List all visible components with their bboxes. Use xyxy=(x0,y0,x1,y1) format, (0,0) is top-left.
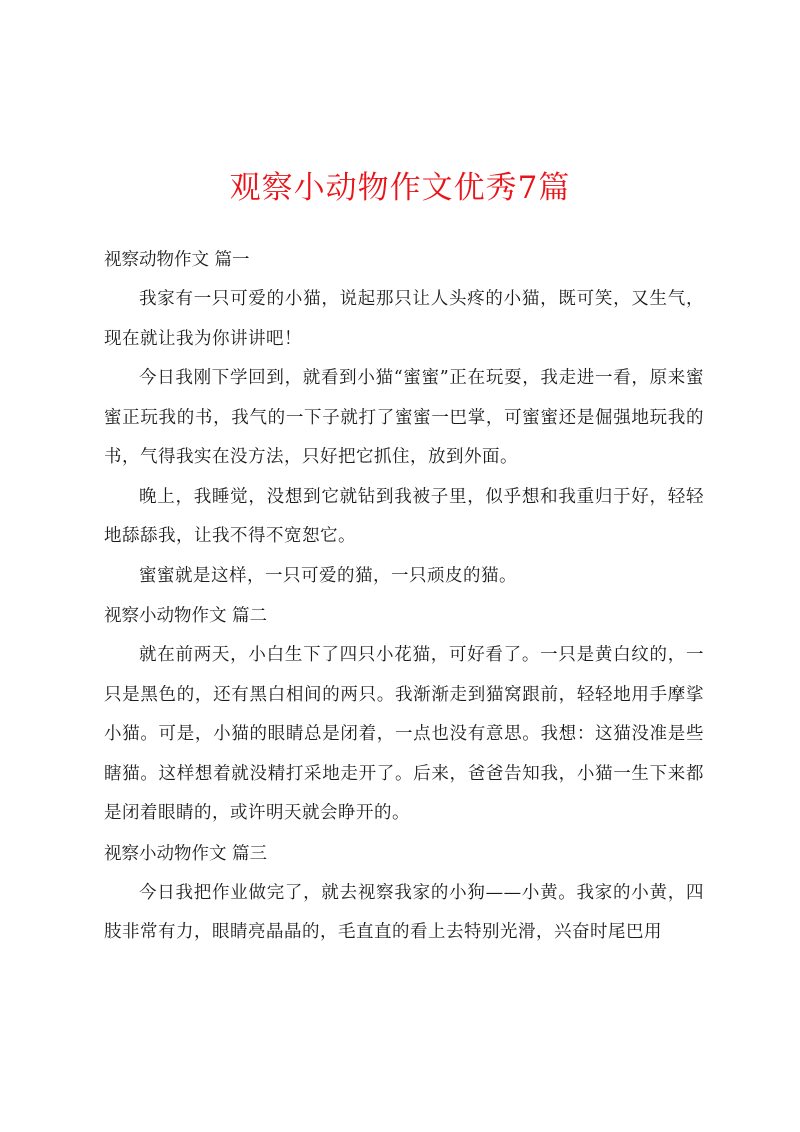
paragraph: 今日我把作业做完了，就去视察我家的小狗——小黄。我家的小黄，四肢非常有力，眼睛亮晶晶的，毛直直的看上去特别光滑，兴奋时尾巴用 xyxy=(104,882,704,942)
paragraph: 晚上，我睡觉，没想到它就钻到我被子里，似乎想和我重归于好，轻轻地舔舔我，让我不得不宽恕它。 xyxy=(104,486,704,546)
section-2 xyxy=(104,596,704,834)
document-body xyxy=(104,240,704,953)
section-3 xyxy=(104,834,704,953)
paragraph: 我家有一只可爱的小猫，说起那只让人头疼的小猫，既可笑，又生气，现在就让我为你讲讲吧！ xyxy=(104,289,704,349)
section-heading: 视察小动物作文 篇二 xyxy=(104,606,268,626)
section-heading: 视察小动物作文 篇三 xyxy=(104,843,268,864)
section-1 xyxy=(104,240,704,596)
page-title: 观察小动物作文优秀7篇 xyxy=(229,170,571,206)
paragraph: 今日我刚下学回到，就看到小猫“蜜蜜”正在玩耍，我走进一看，原来蜜蜜正玩我的书，我气的一下子就打了蜜蜜一巴掌，可蜜蜜还是倔强地玩我的书，气得我实在没方法，只好把它抓住，放到外面。 xyxy=(104,368,704,467)
paragraph: 蜜蜜就是这样，一只可爱的猫，一只顽皮的猫。 xyxy=(139,565,517,586)
paragraph: 就在前两天，小白生下了四只小花猫，可好看了。一只是黄白纹的，一只是黑色的，还有黑白相间的两只。我渐渐走到猫窝跟前，轻轻地用手摩挲小猫。可是，小猫的眼睛总是闭着，一点也没有意思。我想：这猫没准是些瞎猫。这样想着就没精打采地走开了。后来，爸爸告知我，小猫一生下来都是闭着眼睛的，或许明天就会睁开的。 xyxy=(104,645,704,823)
section-heading: 视察动物作文 篇一 xyxy=(104,250,250,270)
